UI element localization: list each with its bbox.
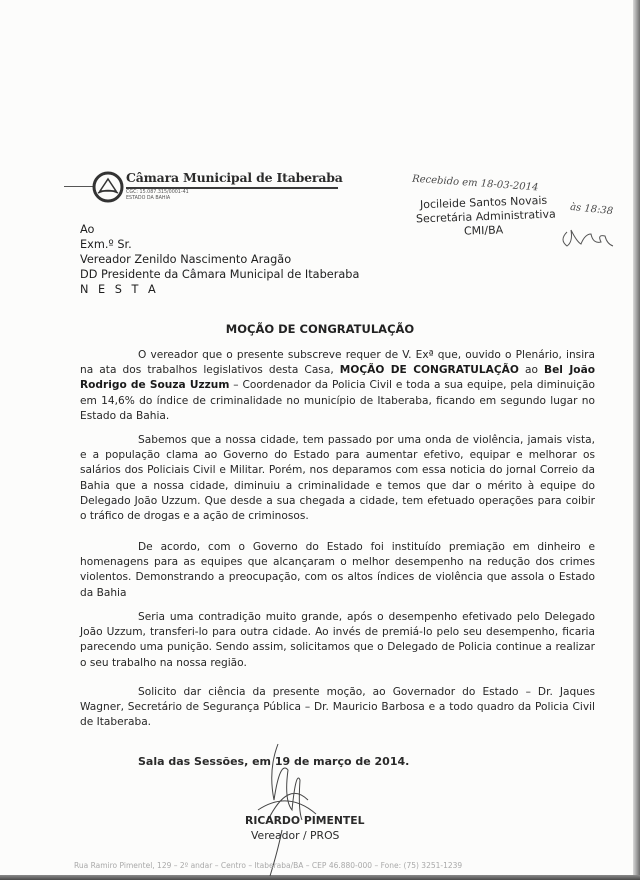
paragraph-text: O vereador que o presente subscreve requer de V. Exª que, ouvido o Plenário, insira na ata dos trabalhos legislativos desta Casa, bbox=[80, 349, 595, 377]
recipient-line: Vereador Zenildo Nascimento Aragão bbox=[80, 253, 292, 266]
recipient-line: Ao bbox=[80, 223, 95, 236]
paragraph-text: Seria uma contradição muito grande, após o desempenho efetivado pelo Delegado João Uzzum, transferi-lo para outra cidade. Ao invés de premiá-lo pelo seu desempenho, ficaria parecendo uma punição. Sendo assim, solicitamos que o Delegado de Policia continue a realizar o seu trabalho na nossa região. bbox=[80, 611, 595, 669]
stamp-name: Jocileide Santos Novais bbox=[419, 193, 548, 212]
signer-name: RICARDO PIMENTEL bbox=[245, 814, 365, 827]
paragraph-text: Solicito dar ciência da presente moção, ao Governador do Estado – Dr. Jaques Wagner, Secretário de Segurança Pública – Dr. Mauricio Barbosa e a todo quadro da Policia Civil de Itaberaba. bbox=[80, 686, 595, 729]
paragraph-text: – Coordenador da Policia Civil e toda a sua equipe, pela diminuição em 14,6% do índice de criminalidade no município de Itaberaba, ficando em segundo lugar no Estado da Bahia. bbox=[80, 379, 595, 422]
letterhead-rule bbox=[64, 186, 94, 187]
footer-address: Rua Ramiro Pimentel, 129 – 2º andar – Centro – Itaberaba/BA – CEP 46.880-000 – Fone: (75) 3251-1239 bbox=[74, 861, 463, 870]
paragraph-4 bbox=[80, 610, 595, 671]
stamp-org: CMI/BA bbox=[463, 223, 504, 238]
institution-name: Câmara Municipal de Itaberaba bbox=[126, 170, 343, 185]
closing-date: Sala das Sessões, em 19 de março de 2014. bbox=[138, 755, 410, 768]
municipal-crest-icon bbox=[92, 171, 124, 203]
paragraph-text: De acordo, com o Governo do Estado foi instituído premiação em dinheiro e homenagens para as equipes que alcançaram o melhor desempenho na redução dos crimes violentos. Demonstrando a preocupação, com os altos índices de violência que assola o Estado da Bahia bbox=[80, 541, 595, 599]
recipient-line: N E S T A bbox=[80, 283, 159, 296]
paragraph-3 bbox=[80, 540, 595, 601]
paragraph-2 bbox=[80, 433, 595, 524]
paragraph-text: Sabemos que a nossa cidade, tem passado por uma onda de violência, jamais vista, e a população clama ao Governo do Estado para aumentar efetivo, equipar e melhorar os salários dos Policiais Civil e Militar. Porém, nos deparamos com essa noticia do jornal Correio da Bahia que a nossa cidade, diminuiu a criminalidade e temos que dar o mérito à equipe do Delegado João Uzzum. Que desde a sua chegada a cidade, tem efetuado operações para coibir o tráfico de drogas e a ação de criminosos. bbox=[80, 434, 595, 523]
honoree-name: Bel João Rodrigo de Souza Uzzum bbox=[80, 364, 595, 392]
motion-emphasis: MOÇÃO DE CONGRATULAÇÃO bbox=[339, 364, 519, 377]
initials-signature-icon bbox=[557, 222, 617, 252]
receipt-stamp bbox=[411, 173, 632, 268]
paragraph-1 bbox=[80, 348, 595, 424]
signature-icon bbox=[238, 740, 328, 880]
signer-block bbox=[245, 813, 365, 843]
stamp-role: Secretária Administrativa bbox=[415, 207, 556, 226]
signer-role: Vereador / PROS bbox=[251, 829, 340, 842]
time-handwriting: às 18:38 bbox=[569, 201, 614, 218]
letterhead bbox=[64, 168, 364, 208]
state: ESTADO DA BAHIA bbox=[126, 195, 171, 201]
letterhead-line bbox=[126, 187, 338, 189]
scan-edge bbox=[633, 0, 640, 880]
received-handwriting: Recebido em 18-03-2014 bbox=[411, 173, 539, 194]
letterhead-sub bbox=[126, 190, 189, 201]
document-title: MOÇÃO DE CONGRATULAÇÃO bbox=[225, 322, 415, 336]
recipient-block bbox=[80, 222, 359, 297]
paragraph-5 bbox=[80, 685, 595, 731]
recipient-line: Exm.º Sr. bbox=[80, 238, 132, 251]
recipient-line: DD Presidente da Câmara Municipal de Itaberaba bbox=[80, 268, 360, 281]
paragraph-text: ao bbox=[518, 364, 545, 377]
cnpj: CGC: 15.087.315/0001-41 bbox=[126, 190, 189, 195]
